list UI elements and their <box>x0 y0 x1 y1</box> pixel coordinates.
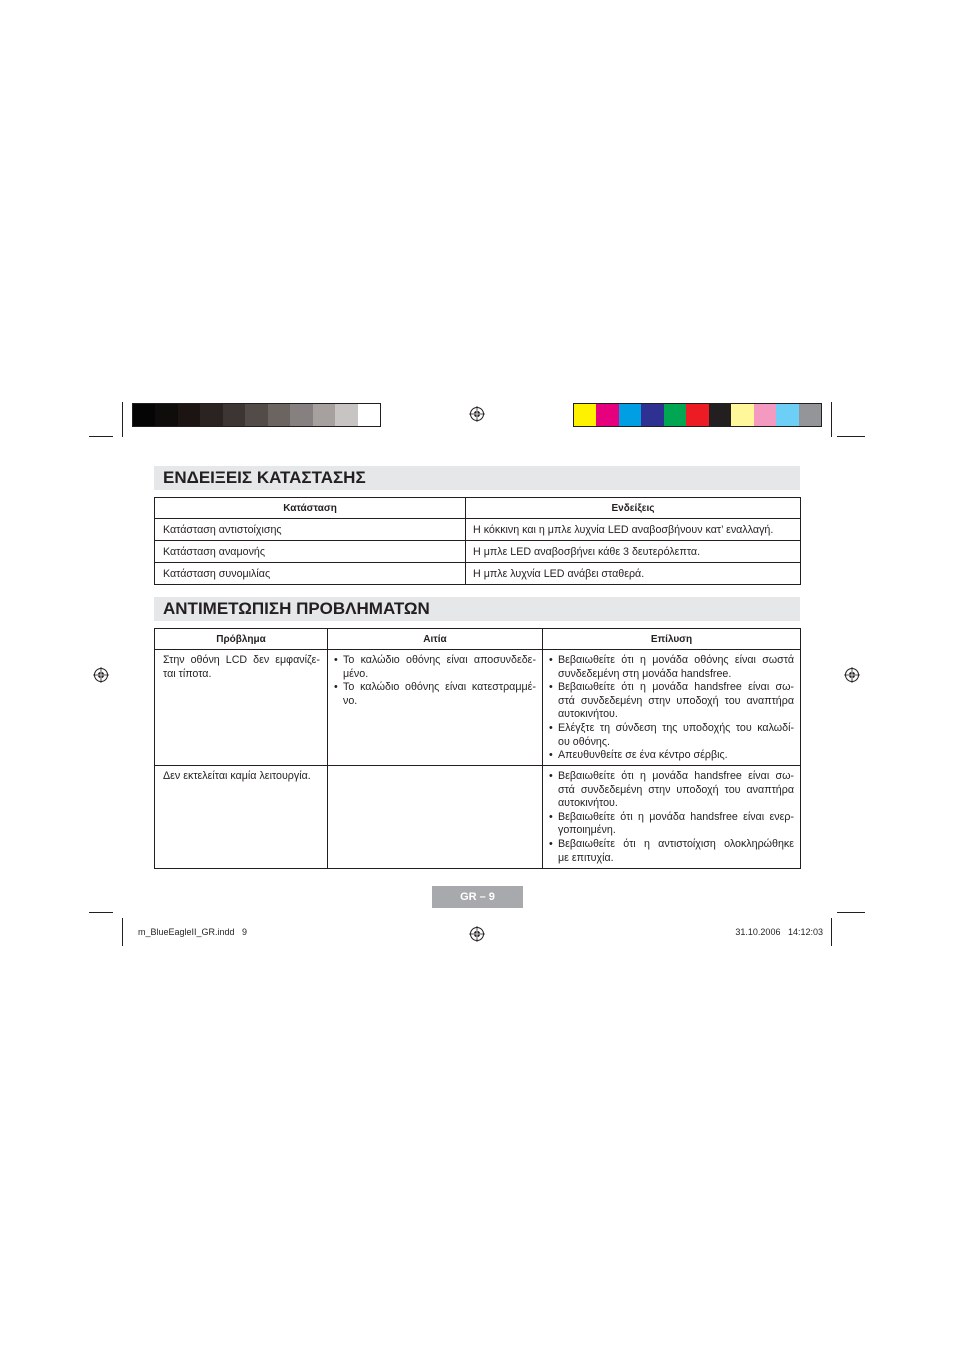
table-header-row <box>155 498 801 519</box>
text-line: • Βεβαιωθείτε ότι η μονάδα handsfree είναι ενερ- <box>558 810 794 823</box>
slug-file-name: m_BlueEagleII_GR.indd 9 <box>138 927 248 937</box>
text-line: μένο. <box>343 667 369 680</box>
table-row <box>155 650 801 766</box>
color-swatch <box>799 404 821 426</box>
solution-cell <box>543 766 801 869</box>
color-swatch <box>178 404 200 426</box>
crop-mark-bottom-right-horizontal <box>837 912 865 913</box>
column-header-problem: Πρόβλημα <box>155 629 328 650</box>
text-line: ου οθόνης. <box>558 735 610 748</box>
text-line: γοποιημένη. <box>558 824 616 837</box>
crop-mark-bottom-left-horizontal <box>89 912 113 913</box>
section-title-status-indications: ΕΝΔΕΙΞΕΙΣ ΚΑΤΑΣΤΑΣΗΣ <box>154 466 800 490</box>
problem-cell <box>155 766 328 869</box>
cause-cell <box>328 766 543 869</box>
bullet-item <box>549 811 794 838</box>
indication-cell: Η κόκκινη και η μπλε λυχνία LED αναβοσβήνουν κατ’ εναλλαγή. <box>466 519 801 541</box>
bullet-item <box>549 770 794 811</box>
text-line: αυτοκινήτου. <box>558 708 618 721</box>
text-line: νο. <box>343 694 358 707</box>
state-cell: Κατάσταση αντιστοίχισης <box>155 519 466 541</box>
text-line: • Το καλώδιο οθόνης είναι αποσυνδεδε- <box>343 654 536 666</box>
color-swatch <box>641 404 663 426</box>
color-swatch <box>686 404 708 426</box>
color-swatch <box>731 404 753 426</box>
color-swatch <box>200 404 222 426</box>
text-line: Δεν εκτελείται καμία λειτουργία. <box>163 770 311 782</box>
color-swatch <box>133 404 155 426</box>
bullet-item <box>549 838 794 865</box>
text-line: • Βεβαιωθείτε ότι η αντιστοίχιση ολοκληρώθηκε <box>558 837 794 850</box>
column-header-state: Κατάσταση <box>155 498 466 519</box>
status-indications-table <box>154 497 801 585</box>
text-line: • Βεβαιωθείτε ότι η μονάδα οθόνης είναι σωστά <box>558 654 794 666</box>
bullet-item <box>549 654 794 681</box>
color-swatch <box>709 404 731 426</box>
problem-cell <box>155 650 328 766</box>
color-swatch <box>245 404 267 426</box>
text-line: ται τίποτα. <box>163 667 212 680</box>
color-swatch <box>596 404 618 426</box>
text-line: • Βεβαιωθείτε ότι η μονάδα handsfree είναι σω- <box>558 770 794 782</box>
state-cell: Κατάσταση αναμονής <box>155 541 466 563</box>
color-swatch <box>223 404 245 426</box>
color-swatch <box>268 404 290 426</box>
color-swatch <box>776 404 798 426</box>
page-number-badge: GR – 9 <box>432 886 523 908</box>
table-row <box>155 563 801 585</box>
color-swatch <box>313 404 335 426</box>
color-swatch <box>358 404 380 426</box>
text-line: συνδεδεμένη στη μονάδα handsfree. <box>558 667 732 680</box>
color-swatch <box>619 404 641 426</box>
indication-cell: Η μπλε LED αναβοσβήνει κάθε 3 δευτερόλεπτα. <box>466 541 801 563</box>
process-color-bar <box>573 403 822 427</box>
color-swatch <box>335 404 357 426</box>
grayscale-color-bar <box>132 403 381 427</box>
column-header-indications: Ενδείξεις <box>466 498 801 519</box>
indication-cell: Η μπλε λυχνία LED ανάβει σταθερά. <box>466 563 801 585</box>
text-line: στά συνδεδεμένη στην υποδοχή του αναπτήρα <box>558 783 794 796</box>
bullet-item <box>334 654 536 681</box>
table-row <box>155 519 801 541</box>
solution-cell <box>543 650 801 766</box>
text-line: αυτοκινήτου. <box>558 797 618 810</box>
section-title-troubleshooting: ΑΝΤΙΜΕΤΩΠΙΣΗ ΠΡΟΒΛΗΜΑΤΩΝ <box>154 597 800 621</box>
registration-target-icon <box>469 926 485 942</box>
crop-mark-top-right-horizontal <box>837 436 865 437</box>
color-swatch <box>574 404 596 426</box>
bullet-item <box>549 749 794 763</box>
table-row <box>155 541 801 563</box>
bullet-item <box>549 722 794 749</box>
crop-mark-bottom-left-vertical <box>122 918 123 946</box>
color-swatch <box>664 404 686 426</box>
text-line: Στην οθόνη LCD δεν εμφανίζε- <box>163 654 320 666</box>
table-row <box>155 766 801 869</box>
bullet-item <box>549 681 794 722</box>
table-header-row <box>155 629 801 650</box>
text-line: στά συνδεδεμένη στην υποδοχή του αναπτήρα <box>558 694 794 707</box>
registration-target-icon <box>844 667 860 683</box>
slug-timestamp: 31.10.2006 14:12:03 <box>735 927 823 937</box>
troubleshooting-table <box>154 628 801 869</box>
cause-cell <box>328 650 543 766</box>
color-swatch <box>290 404 312 426</box>
crop-mark-top-right-vertical <box>831 402 832 437</box>
text-line: • Απευθυνθείτε σε ένα κέντρο σέρβις. <box>558 749 728 762</box>
column-header-cause: Αιτία <box>328 629 543 650</box>
text-line: • Το καλώδιο οθόνης είναι κατεστραμμέ- <box>343 681 536 694</box>
registration-target-icon <box>93 667 109 683</box>
text-line: • Βεβαιωθείτε ότι η μονάδα handsfree είναι σω- <box>558 681 794 694</box>
state-cell: Κατάσταση συνομιλίας <box>155 563 466 585</box>
text-line: • Ελέγξτε τη σύνδεση της υποδοχής του καλωδί- <box>558 721 794 734</box>
color-swatch <box>754 404 776 426</box>
crop-mark-top-left-horizontal <box>89 436 113 437</box>
text-line: με επιτυχία. <box>558 851 614 864</box>
column-header-solution: Επίλυση <box>543 629 801 650</box>
crop-mark-bottom-right-vertical <box>831 918 832 946</box>
registration-target-icon <box>469 406 485 422</box>
bullet-item <box>334 681 536 708</box>
color-swatch <box>155 404 177 426</box>
crop-mark-top-left-vertical <box>122 402 123 437</box>
